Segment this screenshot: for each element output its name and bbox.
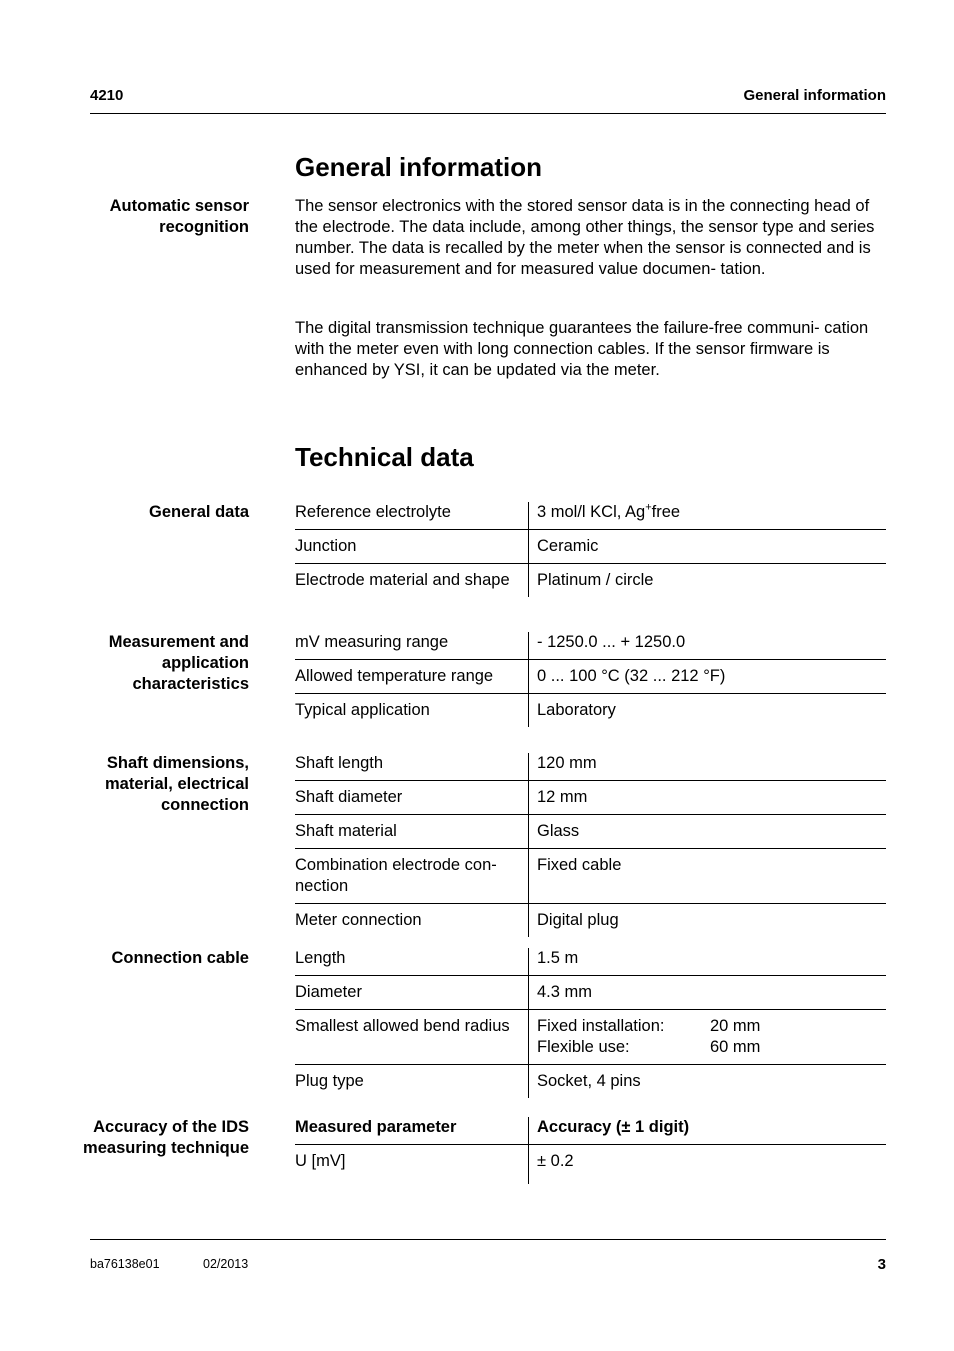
side-label-shaft: Shaft dimensions, material, electrical connection <box>104 754 249 814</box>
row-value: 0 ... 100 °C (32 ... 212 °F) <box>529 660 887 694</box>
superscript: + <box>645 501 652 514</box>
header-section: General information <box>743 87 886 104</box>
column-header-accuracy: Accuracy (± 1 digit) <box>529 1117 887 1145</box>
table-general-data <box>295 502 886 597</box>
row-value <box>529 502 887 530</box>
table-row <box>295 660 886 694</box>
table-row <box>295 1010 886 1065</box>
bend-radius-flexible <box>537 1037 886 1058</box>
row-value: Ceramic <box>529 530 887 564</box>
table-row <box>295 753 886 781</box>
row-key: Length <box>295 948 529 976</box>
header-rule <box>90 113 886 114</box>
row-key: Electrode material and shape <box>295 571 510 589</box>
value-text: 3 mol/l KCl, Ag <box>537 503 646 521</box>
table-row <box>295 530 886 564</box>
row-value: 4.3 mm <box>529 976 887 1010</box>
row-value: Laboratory <box>529 694 887 728</box>
footer-date: 02/2013 <box>203 1257 249 1271</box>
table-measurement <box>295 632 886 727</box>
row-value: Digital plug <box>529 904 887 938</box>
row-key: Diameter <box>295 976 529 1010</box>
row-value <box>529 1010 887 1065</box>
row-key: Smallest allowed bend radius <box>295 1010 529 1065</box>
row-value: 12 mm <box>529 781 887 815</box>
pair-label: Fixed installation: <box>537 1017 665 1035</box>
section-title-technical-data: Technical data <box>295 442 474 472</box>
row-value: 1.5 m <box>529 948 887 976</box>
table-row <box>295 904 886 938</box>
row-value: - 1250.0 ... + 1250.0 <box>529 632 887 660</box>
page-number: 3 <box>877 1256 886 1273</box>
row-key: Shaft diameter <box>295 781 529 815</box>
pair-value: 20 mm <box>710 1017 761 1035</box>
table-row <box>295 564 886 598</box>
paragraph-sensor-electronics: The sensor electronics with the stored sensor data is in the connecting head of the electrode. The data include, among other things, the sensor type and series number. The data is recalled by the meter when the sensor is connected and is used for measurement and for measured value documen- tation. <box>295 197 875 278</box>
side-label-accuracy: Accuracy of the IDS measuring technique <box>83 1118 249 1157</box>
paragraph-digital-transmission: The digital transmission technique guarantees the failure-free communi- cation with the meter even with long connection cables. If the sensor firmware is enhanced by YSI, it can be updated via the meter. <box>295 319 869 379</box>
row-key: Shaft material <box>295 815 529 849</box>
table-row <box>295 502 886 530</box>
table-row <box>295 694 886 728</box>
table-row <box>295 976 886 1010</box>
row-key: Combination electrode con- nection <box>295 849 529 904</box>
bend-radius-fixed <box>537 1016 886 1037</box>
row-key: Typical application <box>295 701 430 719</box>
side-label-measurement: Measurement and application characteristics <box>108 633 249 693</box>
row-key: Plug type <box>295 1072 364 1090</box>
row-value: Platinum / circle <box>529 564 887 598</box>
column-header-parameter: Measured parameter <box>295 1117 529 1145</box>
table-row <box>295 948 886 976</box>
table-row <box>295 849 886 904</box>
pair-label: Flexible use: <box>537 1038 630 1056</box>
table-row <box>295 815 886 849</box>
row-key: Reference electrolyte <box>295 502 529 530</box>
row-value: Glass <box>529 815 887 849</box>
row-value: 120 mm <box>529 753 887 781</box>
footer-doc-id: ba76138e01 <box>90 1257 160 1271</box>
side-label-connection-cable: Connection cable <box>111 949 249 967</box>
table-connection-cable <box>295 948 886 1098</box>
table-accuracy <box>295 1117 886 1184</box>
table-shaft <box>295 753 886 937</box>
value-text-suffix: free <box>651 503 681 521</box>
side-label-automatic-sensor-recognition: Automatic sensor recognition <box>109 197 249 236</box>
row-key: Allowed temperature range <box>295 660 529 694</box>
row-value: Socket, 4 pins <box>529 1065 887 1099</box>
table-row <box>295 632 886 660</box>
side-label-general-data: General data <box>149 503 249 521</box>
row-key: Shaft length <box>295 753 529 781</box>
row-key: Meter connection <box>295 911 422 929</box>
row-key: Junction <box>295 530 529 564</box>
row-key: mV measuring range <box>295 632 529 660</box>
pair-value: 60 mm <box>710 1038 761 1056</box>
table-row <box>295 1065 886 1099</box>
row-value: Fixed cable <box>529 849 887 904</box>
footer-rule <box>90 1239 886 1240</box>
table-row <box>295 1145 886 1185</box>
section-title-general-information: General information <box>295 152 543 182</box>
row-key: U [mV] <box>295 1152 346 1170</box>
table-header-row <box>295 1117 886 1145</box>
row-value: ± 0.2 <box>529 1145 887 1185</box>
table-row <box>295 781 886 815</box>
header-model: 4210 <box>90 87 124 104</box>
